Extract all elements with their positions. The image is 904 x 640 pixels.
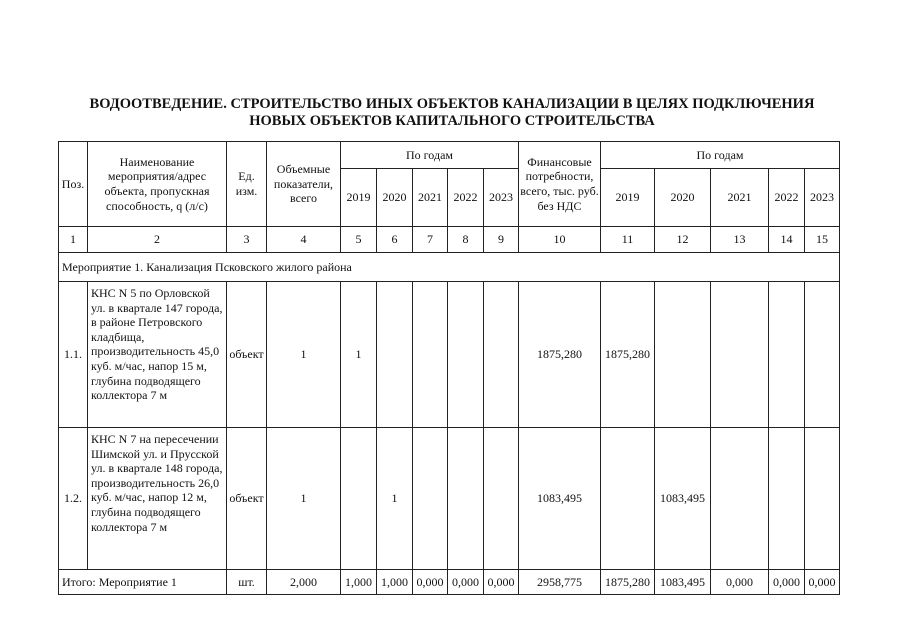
- section-title: Мероприятие 1. Канализация Псковского жилого района: [59, 253, 840, 282]
- row-volume: 1: [267, 282, 341, 428]
- row-year-finance: [655, 282, 711, 428]
- total-year-volume: 0,000: [484, 570, 519, 595]
- column-number: 7: [413, 227, 448, 253]
- total-year-volume: 0,000: [448, 570, 484, 595]
- title-line-1: ВОДООТВЕДЕНИЕ. СТРОИТЕЛЬСТВО ИНЫХ ОБЪЕКТОВ КАНАЛИЗАЦИИ В ЦЕЛЯХ ПОДКЛЮЧЕНИЯ: [89, 96, 815, 112]
- row-year-finance: [711, 282, 769, 428]
- row-year-finance: 1083,495: [655, 428, 711, 570]
- objects-table: [58, 141, 840, 595]
- row-year-finance: [711, 428, 769, 570]
- total-year-volume: 0,000: [413, 570, 448, 595]
- total-year-finance: 0,000: [805, 570, 840, 595]
- row-year-finance: [805, 282, 840, 428]
- row-year-volume: [484, 282, 519, 428]
- total-year-finance: 0,000: [711, 570, 769, 595]
- column-number: 9: [484, 227, 519, 253]
- header-finance: Финансовые потребности, всего, тыс. руб. без НДС: [519, 142, 601, 227]
- row-year-volume: [413, 428, 448, 570]
- row-year-volume: 1: [341, 282, 377, 428]
- header-name: Наименование мероприятия/адрес объекта, пропускная способность, q (л/с): [88, 142, 227, 227]
- row-year-volume: [377, 282, 413, 428]
- header-year: 2023: [805, 169, 840, 227]
- row-volume: 1: [267, 428, 341, 570]
- row-unit: объект: [227, 282, 267, 428]
- total-unit: шт.: [227, 570, 267, 595]
- header-year: 2023: [484, 169, 519, 227]
- header-year: 2020: [377, 169, 413, 227]
- column-number: 10: [519, 227, 601, 253]
- row-year-volume: 1: [377, 428, 413, 570]
- header-volume: Объемные показатели, всего: [267, 142, 341, 227]
- column-number: 2: [88, 227, 227, 253]
- column-number: 4: [267, 227, 341, 253]
- column-number: 1: [59, 227, 88, 253]
- header-year: 2020: [655, 169, 711, 227]
- column-numbers-row: [59, 227, 840, 253]
- row-year-finance: 1875,280: [601, 282, 655, 428]
- header-year: 2021: [413, 169, 448, 227]
- row-pos: 1.2.: [59, 428, 88, 570]
- column-number: 11: [601, 227, 655, 253]
- total-year-finance: 0,000: [769, 570, 805, 595]
- row-year-volume: [484, 428, 519, 570]
- row-finance: 1875,280: [519, 282, 601, 428]
- column-number: 13: [711, 227, 769, 253]
- header-by-years-volume: По годам: [341, 142, 519, 169]
- total-row: [59, 570, 840, 595]
- section-row: [59, 253, 840, 282]
- column-number: 14: [769, 227, 805, 253]
- row-year-volume: [341, 428, 377, 570]
- row-year-finance: [769, 428, 805, 570]
- total-volume: 2,000: [267, 570, 341, 595]
- total-label: Итого: Мероприятие 1: [59, 570, 227, 595]
- header-year: 2021: [711, 169, 769, 227]
- total-year-volume: 1,000: [377, 570, 413, 595]
- column-number: 15: [805, 227, 840, 253]
- header-by-years-finance: По годам: [601, 142, 840, 169]
- header-pos: Поз.: [59, 142, 88, 227]
- total-year-volume: 1,000: [341, 570, 377, 595]
- row-year-volume: [448, 428, 484, 570]
- table-row: [59, 428, 840, 570]
- header-row-1: [59, 142, 840, 169]
- row-year-finance: [769, 282, 805, 428]
- total-year-finance: 1875,280: [601, 570, 655, 595]
- header-unit: Ед. изм.: [227, 142, 267, 227]
- header-year: 2022: [448, 169, 484, 227]
- table-row: [59, 282, 840, 428]
- column-number: 6: [377, 227, 413, 253]
- row-year-finance: [805, 428, 840, 570]
- total-year-finance: 1083,495: [655, 570, 711, 595]
- column-number: 12: [655, 227, 711, 253]
- title-line-2: НОВЫХ ОБЪЕКТОВ КАПИТАЛЬНОГО СТРОИТЕЛЬСТВА: [249, 113, 655, 129]
- row-name: КНС N 5 по Орловской ул. в квартале 147 города, в районе Петровского кладбища, производительность 45,0 куб. м/час, напор 15 м, глубина подводящего коллектора 7 м: [88, 282, 227, 428]
- total-finance: 2958,775: [519, 570, 601, 595]
- row-unit: объект: [227, 428, 267, 570]
- header-year: 2019: [341, 169, 377, 227]
- column-number: 8: [448, 227, 484, 253]
- row-year-volume: [448, 282, 484, 428]
- column-number: 3: [227, 227, 267, 253]
- document-title: [40, 96, 864, 130]
- column-number: 5: [341, 227, 377, 253]
- row-year-volume: [413, 282, 448, 428]
- header-year: 2019: [601, 169, 655, 227]
- row-finance: 1083,495: [519, 428, 601, 570]
- header-year: 2022: [769, 169, 805, 227]
- row-name: КНС N 7 на пересечении Шимской ул. и Прусской ул. в квартале 148 города, производительность 26,0 куб. м/час, напор 12 м, глубина подводящего коллектора 7 м: [88, 428, 227, 570]
- row-pos: 1.1.: [59, 282, 88, 428]
- row-year-finance: [601, 428, 655, 570]
